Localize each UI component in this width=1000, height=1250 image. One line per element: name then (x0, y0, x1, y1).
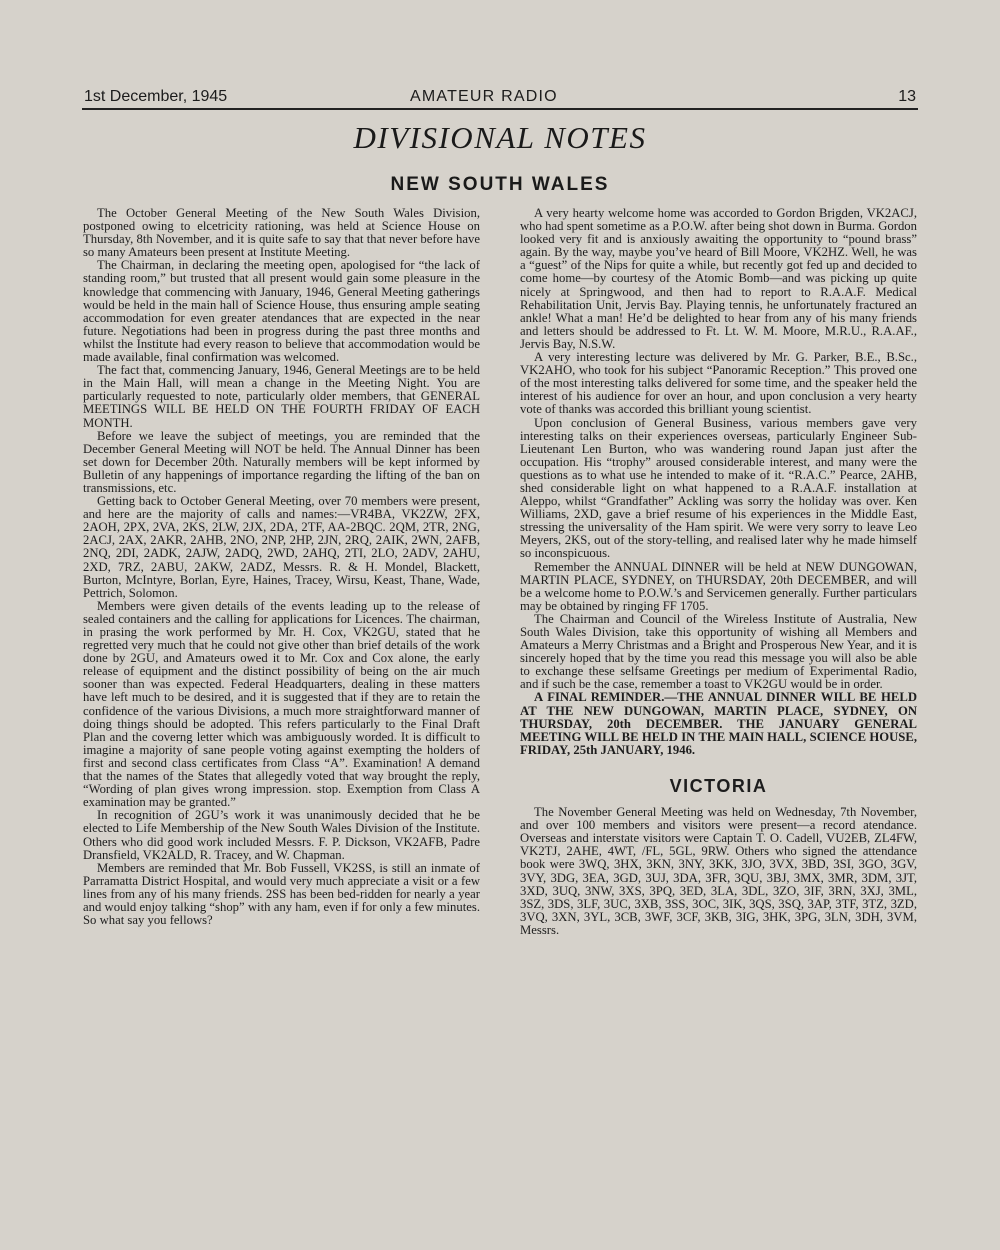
paragraph: Members are reminded that Mr. Bob Fussell, VK2SS, is still an inmate of Parramatta District Hospital, and would very much appreciate a visit or a few lines from any of his many friends. 2SS has been bed-ridden for nearly a year and would enjoy talking “shop” with any ham, even if for only a few minutes. So what say you fellows? (83, 860, 480, 928)
paragraph: The Chairman and Council of the Wireless Institute of Australia, New South Wales Division, take this opportunity of wishing all Members and Amateurs a Merry Christmas and a Bright and Prosperous New Year, and it is sincerely hoped that by the time you read this message you will also be able to exchange these selfsame Greetings per medium of Experimental Radio, and if such be the case, remember a toast to VK2GU would be in order. (520, 611, 917, 692)
paragraph: A very interesting lecture was delivered by Mr. G. Parker, B.E., B.Sc., VK2AHO, who took for his subject “Panoramic Reception.” This proved one of the most interesting talks delivered for some time, and the speaker held the interest of his audience for over an hour, and upon conclusion a very hearty vote of thanks was accorded this brilliant young scientist. (520, 350, 917, 417)
paragraph: The October General Meeting of the New South Wales Division, postponed owing to elcetricity rationing, was held at Science House on Thursday, 8th November, and it is quite safe to say that that never before have so many Amateurs been present at Institute Meeting. (83, 207, 480, 260)
section-heading-nsw: NEW SOUTH WALES (390, 174, 610, 195)
paragraph: Remember the ANNUAL DINNER will be held at NEW DUNGOWAN, MARTIN PLACE, SYDNEY, on THURSDAY, 20th DECEMBER, and will be a welcome home to P.O.W.’s and Servicemen generally. Further particulars may be obtained by ringing FF 1705. (520, 559, 917, 613)
paragraph: Before we leave the subject of meetings, you are reminded that the December General Meeting will NOT be held. The Annual Dinner has been set down for December 20th. Naturally members will be kept informed by Bulletin of any happenings of importance regarding the lifting of the ban on transmissions, etc. (83, 428, 480, 495)
page-header (84, 86, 916, 110)
page-title: DIVISIONAL NOTES (353, 120, 647, 155)
issue-date: 1st December, 1945 (84, 88, 228, 105)
magazine-name: AMATEUR RADIO (410, 88, 558, 105)
section-heading-victoria: VICTORIA (669, 775, 768, 796)
page-number: 13 (898, 88, 916, 105)
left-column (83, 207, 480, 1172)
paragraph: Getting back to October General Meeting, over 70 members were present, and here are the majority of calls and names:—VR4BA, VK2ZW, 2FX, 2AOH, 2PX, 2VA, 2KS, 2LW, 2JX, 2DA, 2TF, AA-2BQC. 2QM, 2TR, 2NG, 2ACJ, 2AX, 2AKR, 2AHB, 2NO, 2NP, 2HP, 2JN, 2RQ, 2AIK, 2WN, 2AFB, 2NQ, 2DI, 2ADK, 2AJW, 2ADQ, 2WD, 2AHQ, 2TI, 2LO, 2ADV, 2AHU, 2XD, 7RZ, 2ABU, 2AKW, 2ADZ, Messrs. R. & H. Mondel, Blackett, Burton, McIntyre, Borlan, Eyre, Haines, Tracey, Wirsu, Keast, Thane, Wade, Pettrich, Solomon. (83, 494, 480, 600)
header-rule (82, 108, 918, 110)
paragraph: In recognition of 2GU’s work it was unanimously decided that he be elected to Life Membership of the New South Wales Division of the Institute. Others who did good work included Messrs. F. P. Dickson, VK2AFB, Padre Dransfield, VK2ALD, R. Tracey, and W. Chapman. (83, 808, 480, 862)
paragraph: The Chairman, in declaring the meeting open, apologised for “the lack of standing room,” but trusted that all present would gain some pleasure in the knowledge that commencing with January, 1946, General Meeting gatherings would be held in the main hall of Science House, thus ensuring ample seating accommodation for even greater atendances that are expected in the near future. Negotiations had been in progress during the past three months and whilst the Institute had every reason to believe that accommodation would be made available, final confirmation was welcomed. (83, 258, 480, 365)
paragraph: The fact that, commencing January, 1946, General Meetings are to be held in the Main Hall, will mean a change in the Meeting Night. You are particularly requested to note, particularly older members, that GENERAL MEETINGS WILL BE HELD ON THE FOURTH FRIDAY OF EACH MONTH. (83, 363, 480, 430)
paragraph: Members were given details of the events leading up to the release of sealed containers and the calling for applications for Licences. The chairman, in prasing the work performed by Mr. H. Cox, VK2GU, stated that he regretted very much that he could not give other than brief details of the work done by 2GU, and Amateurs owed it to Mr. Cox and Cox alone, the early release of equipment and the distinct possibility of being on the air much sooner than was expected. Federal Headquarters, dealing in these matters have left much to be desired, and it is suggested that if they are to retain the confidence of the various Divisions, a much more straightforward manner of doing things should be adopted. This refers particularly to the Final Draft Plan and the coverng letter which was ambiguously worded. It is difficult to imagine a majority of sane people voting against exempting the holders of first and second class certificates from Class “A”. Examination! A demand that the names of the States that allegedly voted that way brought the reply, “Wording of plan gives wrong impression. stop. Exemption from Class A examination may be granted.” (83, 598, 480, 810)
paragraph: Upon conclusion of General Business, various members gave very interesting talks on their experiences overseas, particularly Engineer Sub-Lieutenant Len Burton, who was wandering round Japan just after the occupation. His “trophy” aroused considerable interest, and many were the questions as to what use he intended to make of it. “R.A.C.” Pearce, 2AHB, shed considerable light on what happened to a R.A.A.F. installation at Aleppo, whilst “Grandfather” Ackling was sorry the holiday was over. Ken Williams, 2XD, gave a brief resume of his experiences in the Middle East, stressing the universality of the Ham spirit. We were very sorry to leave Leo Meyers, 2KS, out of the story-telling, and realised later why he made himself so inconspicuous. (520, 415, 917, 561)
paragraph: A very hearty welcome home was accorded to Gordon Brigden, VK2ACJ, who had spent sometime as a P.O.W. after being shot down in Burma. Gordon looked very fit and is anxiously awaiting the opportunity to “pound brass” again. By the way, maybe you’ve heard of Bill Moore, VK2HZ. Well, he was a “guest” of the Nips for quite a while, but recently got fed up and decided to come home—by courtesy of the Atomic Bomb—and was picking up quite nicely at Springwood, and then had to report to R.A.A.F. Medical Rehabilitation Unit, Jervis Bay. Playing tennis, he unfortunately fractured an ankle! What a man! He’d be delighted to hear from any of his many friends and letters should be addressed to Ft. Lt. W. M. Moore, M.R.U., R.A.AF., Jervis Bay, N.S.W. (520, 207, 917, 351)
right-column (520, 207, 917, 1172)
paragraph: The November General Meeting was held on Wednesday, 7th November, and over 100 members and visitors were present—a record atendance. Overseas and interstate visitors were Captain T. O. Cadell, VU2EB, ZL4FW, VK2TJ, 2AHE, 4WT, /FL, 5GL, 9RW. Others who signed the attendance book were 3WQ, 3HX, 3KN, 3NY, 3KK, 3JO, 3VX, 3BD, 3SI, 3GO, 3GV, 3VY, 3DG, 3EA, 3GD, 3UJ, 3DA, 3FR, 3QU, 3BJ, 3MX, 3MR, 3DM, 3JT, 3XD, 3UQ, 3NW, 3XS, 3PQ, 3ED, 3LA, 3DL, 3ZO, 3IF, 3RN, 3XJ, 3ML, 3SZ, 3DS, 3LF, 3UC, 3XB, 3SS, 3OC, 3IK, 3QS, 3SQ, 3AP, 3TF, 3TZ, 3ZD, 3VQ, 3XN, 3YL, 3CB, 3WF, 3CF, 3KB, 3IG, 3HK, 3PG, 3LN, 3DH, 3VM, Messrs. (520, 805, 917, 937)
final-reminder: A FINAL REMINDER.—THE ANNUAL DINNER WILL BE HELD AT THE NEW DUNGOWAN, MARTIN PLACE, SYDNEY, ON THURSDAY, 20th DECEMBER. THE JANUARY GENERAL MEETING WILL BE HELD IN THE MAIN HALL, SCIENCE HOUSE, FRIDAY, 25th JANUARY, 1946. (520, 690, 917, 757)
